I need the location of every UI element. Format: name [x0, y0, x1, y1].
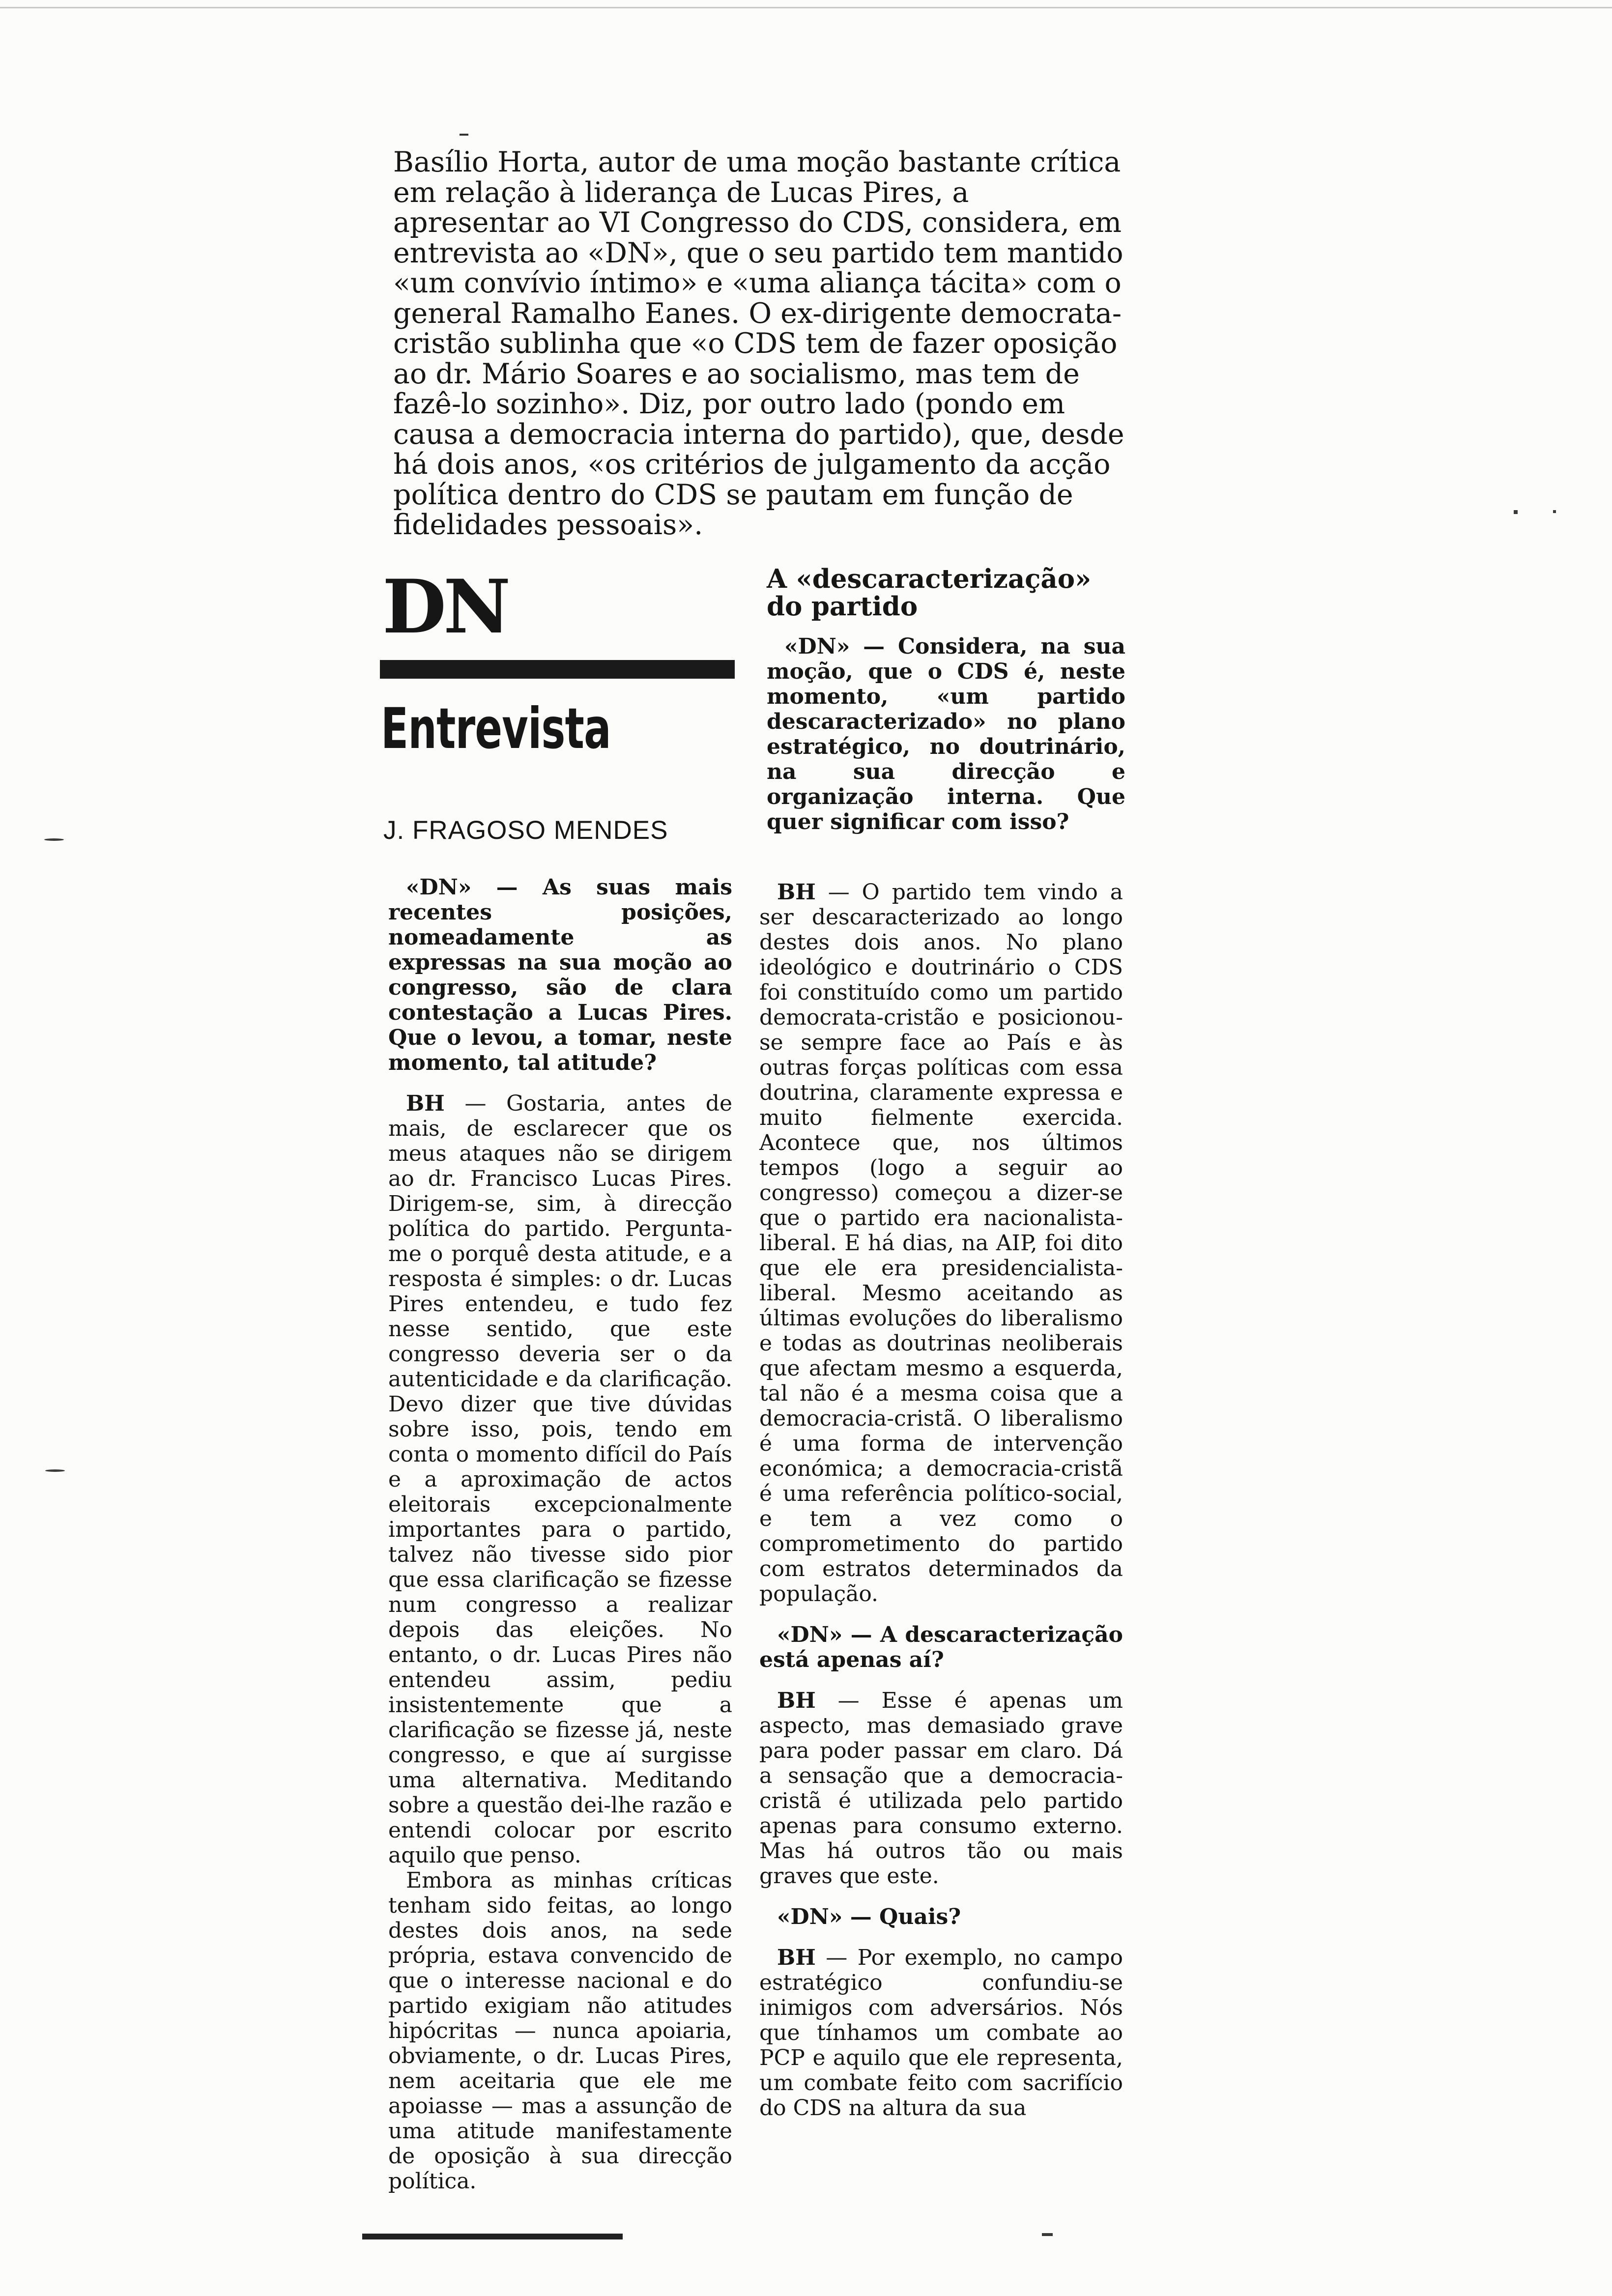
dn-logo: DN — [382, 564, 508, 650]
answer-4 — [759, 1945, 1123, 2121]
speaker-label: BH — [777, 880, 816, 905]
question-4: «DN» — Quais? — [777, 1904, 961, 1929]
column-left — [388, 875, 732, 2210]
scan-mark — [460, 134, 468, 136]
answer-2-text: — O partido tem vindo a ser descaracterizado ao longo destes dois anos. No plano ideológico e doutrinário o CDS foi constituído como um partido democrata-cristão e posicionou-se sempre face ao País e às outras forças políticas com essa doutrina, claramente expressa e muito fielmente exercida. Acontece que, nos últimos tempos (logo a seguir ao congresso) começou a dizer-se que o partido era nacionalista-liberal. E há dias, na AIP, foi dito que ele era presidencialista-liberal. Mesmo aceitando as últimas evoluções do liberalismo e todas as doutrinas neoliberais que afectam mesmo a esquerda, tal não é a mesma coisa que a democracia-cristã. O liberalismo é uma forma de intervenção económica; a democracia-cristã é uma referência político-social, e tem a vez como o comprometimento do partido com estratos determinados da população. — [759, 880, 1123, 1607]
answer-3-text: — Esse é apenas um aspecto, mas demasiado grave para poder passar em claro. Dá a sensação que a democracia-cristã é utilizada pelo partido apenas para consumo externo. Mas há outros tão ou mais graves que este. — [759, 1688, 1123, 1889]
question-2: «DN» — Considera, na sua moção, que o CDS é, neste momento, «um partido descaracterizado» no plano estratégico, no doutrinário, na sua direcção e organização interna. Que quer significar com isso? — [767, 634, 1125, 834]
scan-mark — [45, 1469, 65, 1472]
byline: J. FRAGOSO MENDES — [383, 816, 668, 845]
scan-mark — [1514, 510, 1518, 514]
subheading: A «descaracterização» do partido — [767, 564, 1092, 622]
answer-2 — [759, 880, 1123, 1607]
answer-1-continued: Embora as minhas críticas tenham sido feitas, ao longo destes dois anos, na sede própria, estava convencido de que o interesse nacional e do partido exigiam não atitudes hipócritas — nunca apoiaria, obviamente, o dr. Lucas Pires, nem aceitaria que ele me apoiasse — mas a assunção de uma atitude manifestamente de oposição à sua direcção política. — [388, 1868, 732, 2194]
top-border-line — [0, 7, 1612, 8]
speaker-label: BH — [406, 1091, 445, 1116]
question-2-block — [767, 634, 1125, 834]
column-right — [759, 880, 1123, 2136]
section-rule — [380, 660, 735, 679]
lead-paragraph: Basílio Horta, autor de uma moção bastante crítica em relação à liderança de Lucas Pires, a apresentar ao VI Congresso do CDS, considera, em entrevista ao «DN», que o seu partido tem mantido «um convívio íntimo» e «uma aliança tácita» com o general Ramalho Eanes. O ex-dirigente democrata-cristão sublinha que «o CDS tem de fazer oposição ao dr. Mário Soares e ao socialismo, mas tem de fazê-lo sozinho». Diz, por outro lado (pondo em causa a democracia interna do partido), que, desde há dois anos, «os critérios de julgamento da acção política dentro do CDS se pautam em função de fidelidades pessoais». — [393, 146, 1124, 541]
answer-3 — [759, 1688, 1123, 1889]
answer-4-text: — Por exemplo, no campo estratégico confundiu-se inimigos com adversários. Nós que tínhamos um combate ao PCP e aquilo que ele representa, um combate feito com sacrifício do CDS na altura da sua — [759, 1945, 1123, 2121]
scan-mark — [1553, 510, 1556, 513]
question-1: «DN» — As suas mais recentes posições, nomeadamente as expressas na sua moção ao congresso, são de clara contestação a Lucas Pires. Que o levou, a tomar, neste momento, tal atitude? — [388, 875, 732, 1075]
scan-mark — [1042, 2233, 1053, 2236]
question-3: «DN» — A descaracterização está apenas aí? — [759, 1622, 1123, 1672]
bottom-rule — [362, 2234, 623, 2239]
answer-1-text: — Gostaria, antes de mais, de esclarecer que os meus ataques não se dirigem ao dr. Francisco Lucas Pires. Dirigem-se, sim, à direcção política do partido. Pergunta-me o porquê desta atitude, e a resposta é simples: o dr. Lucas Pires entendeu, e tudo fez nesse sentido, que este congresso deveria ser o da autenticidade e da clarificação. Devo dizer que tive dúvidas sobre isso, pois, tendo em conta o momento difícil do País e a aproximação de actos eleitorais excepcionalmente importantes para o partido, talvez não tivesse sido pior que essa clarificação se fizesse num congresso a realizar depois das eleições. No entanto, o dr. Lucas Pires não entendeu assim, pediu insistentemente que a clarificação se fizesse já, neste congresso, e que aí surgisse uma alternativa. Meditando sobre a questão dei-lhe razão e entendi colocar por escrito aquilo que penso. — [388, 1091, 732, 1868]
section-title: Entrevista — [381, 696, 611, 761]
scan-mark — [44, 838, 64, 841]
speaker-label: BH — [777, 1945, 816, 1970]
answer-1 — [388, 1091, 732, 1868]
speaker-label: BH — [777, 1688, 816, 1713]
